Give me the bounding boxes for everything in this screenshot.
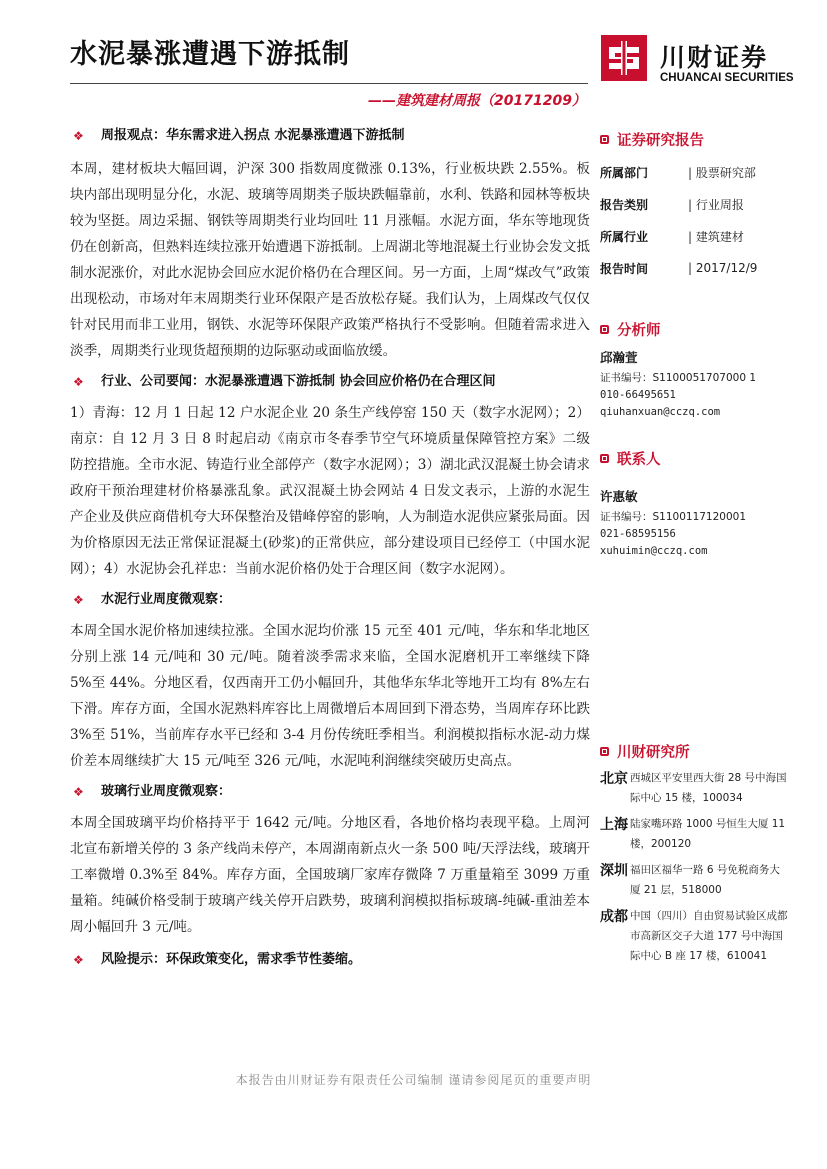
paragraph-glass: 本周全国玻璃平均价格持平于 1642 元/吨。分地区看，各地价格均表现平稳。上周河北宣布新增关停的 3 条产线尚未停产，本周湖南新点火一条 500 吨/天浮法线，玻璃开工率微增 0.3%至 84%。库存方面，全国玻璃厂家库存微降 7 万重量箱至 3099 万重量箱。纯碱价格受制于玻璃产线关停开启跌势，玻璃利润模拟指标玻璃-纯碱-重油差本周小幅回升 3 元/吨。 — [70, 815, 590, 935]
analyst-email: qiuhanxuan@cczq.com — [600, 406, 721, 418]
section-heading-glass: ❖ 玻璃行业周度微观察： — [70, 782, 590, 802]
contact-name: 许惠敏 — [600, 489, 638, 504]
square-bullet-icon — [600, 135, 609, 144]
section-heading-risk: ❖ 风险提示：环保政策变化，需求季节性萎缩。 — [70, 950, 590, 970]
info-row-department: 所属部门 | 股票研究部 — [600, 156, 800, 188]
paragraph-cement: 本周全国水泥价格加速续拉涨。全国水泥均价涨 15 元至 401 元/吨，华东和华北地区分别上涨 14 元/吨和 30 元/吨。随着淡季需求来临，全国水泥磨机开工率继续下降 5%至 44%。分地区看，仅西南开工仍小幅回升，其他华东华北等地开工均有 8%左右下滑。库存方面，全国水泥熟料库容比上周微增后本周回到下滑态势，当周库存环比跌 3%至 51%，当前库存水平已经和 3-4 月份传统旺季相当。利润模拟指标水泥-动力煤价差本周继续扩大 15 元/吨至 326 元/吨，水泥吨利润继续突破历史高点。 — [70, 623, 590, 769]
sidebar-heading-report: 证券研究报告 — [600, 128, 800, 150]
contact-phone: 021-68595156 — [600, 528, 676, 540]
sidebar — [600, 128, 800, 966]
square-bullet-icon — [600, 325, 609, 334]
analyst-name: 邱瀚萱 — [600, 350, 638, 365]
office-chengdu: 成都 中国（四川）自由贸易试验区成都市高新区交子大道 177 号中海国际中心 B 座 17 楼，610041 — [600, 909, 788, 962]
paragraph-news: 1）青海：12 月 1 日起 12 户水泥企业 20 条生产线停窑 150 天（数字水泥网）；2）南京：自 12 月 3 日 8 时起启动《南京市冬春季节空气环境质量保障管控方案》二级防控措施。全市水泥、铸造行业全部停产（数字水泥网）；3）湖北武汉混凝土协会请求政府干预治理建材价格暴涨乱象。武汉混凝土协会网站 4 日发文表示，上游的水泥生产企业及供应商借机夸大环保整治及错峰停窑的影响，人为制造水泥供应紧张局面。因为价格原因无法正常保证混凝土(砂浆)的正常供应，部分建设项目已经停工（中国水泥网）；4）水泥协会孔祥忠：当前水泥价格仍处于合理区间（数字水泥网）。 — [70, 405, 590, 577]
page-title: 水泥暴涨遭遇下游抵制 — [70, 39, 350, 70]
page-subtitle: ——建筑建材周报（20171209） — [368, 93, 586, 109]
square-bullet-icon — [600, 454, 609, 463]
info-row-industry: 所属行业 | 建筑建材 — [600, 220, 800, 252]
section-heading-cement: ❖ 水泥行业周度微观察： — [70, 590, 590, 610]
contact-email: xuhuimin@cczq.com — [600, 545, 708, 557]
title-divider — [70, 83, 588, 84]
office-beijing: 北京 西城区平安里西大街 28 号中海国际中心 15 楼，100034 — [600, 771, 787, 804]
brand-name-en: CHUANCAI SECURITIES — [660, 72, 794, 84]
brand-logo-icon — [601, 35, 647, 81]
diamond-bullet-icon: ❖ — [73, 375, 84, 389]
sidebar-heading-contact: 联系人 — [600, 447, 800, 469]
sidebar-heading-institute: 川财研究所 — [600, 740, 800, 762]
paragraph-outlook: 本周，建材板块大幅回调，沪深 300 指数周度微涨 0.13%，行业板块跌 2.55%。板块内部出现明显分化，水泥、玻璃等周期类子版块跌幅靠前，水利、铁路和园林等板块较为坚挺。周边采掘、钢铁等周期类行业均回吐 11 月涨幅。水泥方面，华东等地现货仍在创新高，但熟料连续拉涨开始遭遇下游抵制。上周湖北等地混凝土行业协会发文抵制水泥涨价，对此水泥协会回应水泥价格仍在合理区间。另一方面，上周“煤改气”政策出现松动，市场对年末周期类行业环保限产是否放松存疑。我们认为，上周煤改气仅仅针对民用而非工业用，钢铁、水泥等环保限产政策严格执行不受影响。但随着需求进入淡季，周期类行业现货超预期的边际驱动或面临放缓。 — [70, 161, 590, 359]
sidebar-heading-analyst: 分析师 — [600, 318, 800, 340]
section-heading-news: ❖ 行业、公司要闻：水泥暴涨遭遇下游抵制 协会回应价格仍在合理区间 — [70, 372, 590, 392]
diamond-bullet-icon: ❖ — [73, 953, 84, 967]
square-bullet-icon — [600, 747, 609, 756]
office-shanghai: 上海 陆家嘴环路 1000 号恒生大厦 11 楼，200120 — [600, 817, 786, 850]
office-shenzhen: 深圳 福田区福华一路 6 号免税商务大厦 21 层，518000 — [600, 863, 780, 896]
page-footer-disclaimer: 本报告由川财证券有限责任公司编制 谨请参阅尾页的重要声明 — [235, 1073, 592, 1087]
analyst-phone: 010-66495651 — [600, 389, 676, 401]
info-row-category: 报告类别 | 行业周报 — [600, 188, 800, 220]
section-heading-outlook: ❖ 周报观点：华东需求进入拐点 水泥暴涨遭遇下游抵制 — [70, 126, 590, 146]
diamond-bullet-icon: ❖ — [73, 129, 84, 143]
main-content — [70, 126, 590, 970]
diamond-bullet-icon: ❖ — [73, 593, 84, 607]
info-row-date: 报告时间 | 2017/12/9 — [600, 252, 800, 284]
diamond-bullet-icon: ❖ — [73, 785, 84, 799]
analyst-cert: 证书编号：S1100051707000 1 — [600, 372, 757, 384]
brand-name-cn: 川财证券 — [660, 43, 769, 72]
contact-cert: 证书编号：S1100117120001 — [600, 511, 747, 523]
